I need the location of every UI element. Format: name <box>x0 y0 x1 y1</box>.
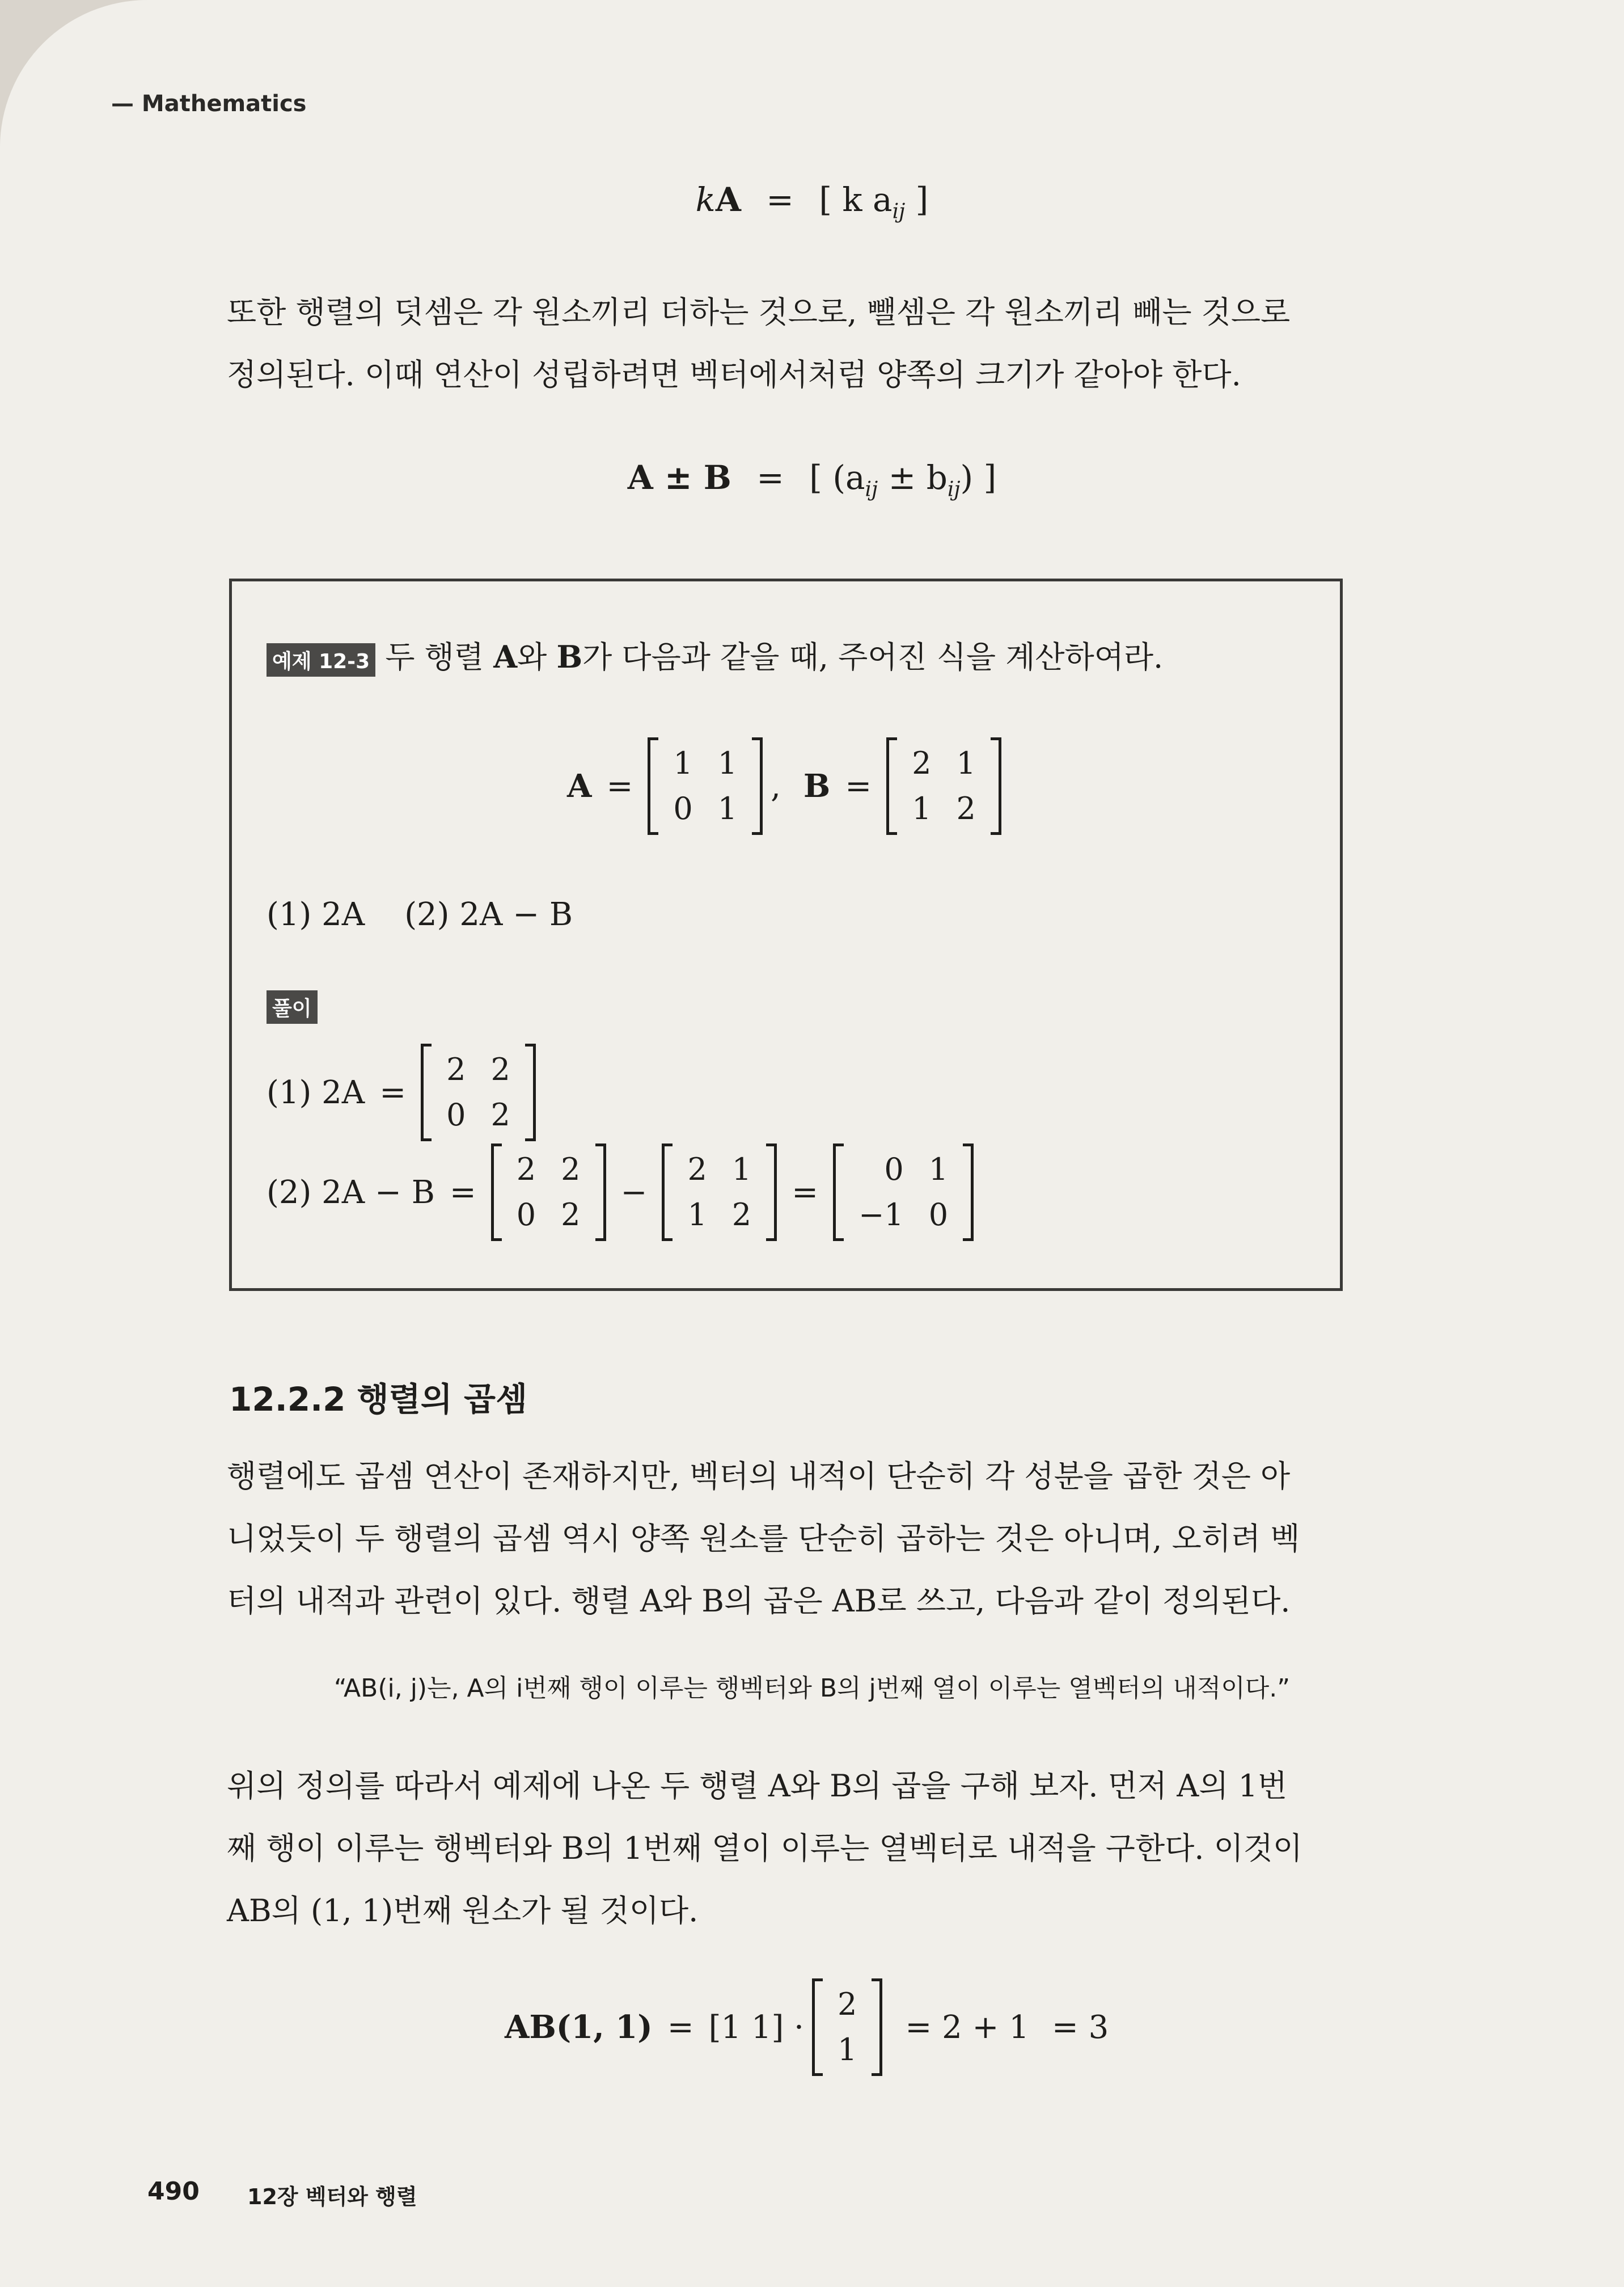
product-equation <box>505 1978 1109 2076</box>
plus-minus: ± b <box>878 458 948 497</box>
section-heading: 12.2.2 행렬의 곱셈 <box>229 1380 528 1419</box>
solution-1 <box>267 1044 536 1141</box>
solution-2-label: (2) 2A − B <box>267 1174 435 1211</box>
solution-label-wrap <box>267 990 318 1024</box>
matrix-cell: 1 <box>731 1151 752 1187</box>
equals-sign: = <box>756 458 784 497</box>
matrix-B-symbol: B <box>556 639 583 675</box>
matrix-cell: 0 <box>928 1197 949 1233</box>
solution-1-label: (1) 2A <box>267 1074 365 1111</box>
equals-sign: = <box>379 1074 407 1111</box>
solution-tag: 풀이 <box>267 990 318 1024</box>
solution-1-matrix <box>421 1044 536 1141</box>
matrix-cell: 0 <box>673 791 693 826</box>
matrix-cell: −1 <box>858 1197 904 1233</box>
equals-sign: = <box>449 1174 476 1211</box>
matrix-cell: 2 <box>561 1197 581 1233</box>
statement-text: 두 행렬 <box>375 639 494 675</box>
paragraph-addition <box>227 281 1361 406</box>
minus-sign: − <box>620 1174 648 1211</box>
matrix-cell: 0 <box>884 1151 904 1187</box>
matrix-B <box>886 737 1001 835</box>
column-vector <box>812 1978 882 2076</box>
matrix-cell: 1 <box>717 745 738 781</box>
equals-sign: = <box>792 1174 819 1211</box>
paragraph-line: AB의 (1, 1)번째 원소가 될 것이다. <box>227 1893 699 1929</box>
paragraph-example-product <box>227 1755 1361 1942</box>
question-2: (2) 2A − B <box>404 896 573 933</box>
matrix-cell: 1 <box>687 1197 707 1233</box>
statement-text: 가 다음과 같을 때, 주어진 식을 계산하여라. <box>582 639 1164 675</box>
solution-2-result-matrix <box>833 1144 974 1241</box>
definition-quote: “AB(i, j)는, A의 i번째 행이 이루는 행벡터와 B의 j번째 열이 이루는 열벡터의 내적이다.” <box>333 1674 1291 1703</box>
matrix-cell: 2 <box>561 1151 581 1187</box>
page-number: 490 <box>147 2177 200 2206</box>
lhs: A ± B <box>627 458 731 497</box>
equals-sign: = <box>667 2008 694 2046</box>
add-sub-equation <box>0 458 1624 501</box>
statement-text: 와 <box>517 639 557 675</box>
question-1: (1) 2A <box>267 896 365 933</box>
matrix-cell: 1 <box>956 745 976 781</box>
comma: , <box>771 767 781 805</box>
matrix-A-label: A <box>567 767 592 805</box>
matrix-cell: 2 <box>912 745 932 781</box>
paragraph-line: 또한 행렬의 덧셈은 각 원소끼리 더하는 것으로, 뺄셈은 각 원소끼리 빼는 것으로 <box>227 294 1291 330</box>
solution-2-matrix-B <box>662 1144 777 1241</box>
matrix-cell: 2 <box>516 1151 536 1187</box>
matrix-cell: 1 <box>673 745 693 781</box>
product-rhs-result: = 3 <box>1051 2008 1109 2046</box>
matrix-B-label: B <box>803 767 831 805</box>
matrix-cell: 2 <box>731 1197 752 1233</box>
equals-sign: = <box>845 767 872 805</box>
subscript: ij <box>892 200 906 223</box>
matrix-cell: 2 <box>956 791 976 826</box>
example-questions <box>267 896 573 933</box>
scalar-k: k <box>695 180 716 219</box>
rhs-element: [ k a <box>819 180 893 219</box>
paragraph-line: 째 행이 이루는 행벡터와 B의 1번째 열이 이루는 열벡터로 내적을 구한다. 이것이 <box>227 1830 1303 1866</box>
matrix-cell: 2 <box>490 1052 510 1087</box>
equals-sign: = <box>766 180 794 219</box>
matrix-A-symbol: A <box>493 639 518 675</box>
matrix-A-symbol: A <box>715 180 741 219</box>
example-matrix-definitions <box>567 737 1001 835</box>
matrix-cell: 0 <box>516 1197 536 1233</box>
rhs-close: ] <box>905 180 929 219</box>
chapter-footer: 12장 벡터와 행렬 <box>247 2184 417 2209</box>
paragraph-line: 행렬에도 곱셈 연산이 존재하지만, 벡터의 내적이 단순히 각 성분을 곱한 것은 아 <box>227 1458 1291 1494</box>
example-statement <box>267 633 1163 677</box>
equals-sign: = <box>606 767 633 805</box>
matrix-cell: 2 <box>687 1151 707 1187</box>
paragraph-line: 니었듯이 두 행렬의 곱셈 역시 양쪽 원소를 단순히 곱하는 것은 아니며, 오히려 벡 <box>227 1521 1300 1556</box>
row-vector: [1 1] · <box>708 2008 804 2046</box>
matrix-cell: 0 <box>446 1097 466 1133</box>
matrix-cell: 1 <box>912 791 932 826</box>
subscript: ij <box>947 478 961 501</box>
vector-cell: 2 <box>837 1986 857 2022</box>
rhs-open: [ (a <box>809 458 865 497</box>
paragraph-line: 정의된다. 이때 연산이 성립하려면 벡터에서처럼 양쪽의 크기가 같아야 한다. <box>227 357 1241 393</box>
matrix-A <box>648 737 763 835</box>
vector-cell: 1 <box>837 2032 857 2067</box>
matrix-cell: 1 <box>717 791 738 826</box>
solution-2-matrix-2A <box>491 1144 606 1241</box>
rhs-close: ) ] <box>960 458 997 497</box>
subscript: ij <box>865 478 878 501</box>
product-rhs-sum: = 2 + 1 <box>905 2008 1029 2046</box>
running-header: — Mathematics <box>111 91 307 117</box>
scalar-multiplication-equation <box>0 180 1624 223</box>
paragraph-line: 터의 내적과 관련이 있다. 행렬 A와 B의 곱은 AB로 쓰고, 다음과 같이 정의된다. <box>227 1583 1291 1619</box>
example-tag: 예제 12-3 <box>267 643 375 677</box>
solution-2 <box>267 1144 974 1241</box>
matrix-cell: 2 <box>446 1052 466 1087</box>
matrix-cell: 1 <box>928 1151 949 1187</box>
paragraph-line: 위의 정의를 따라서 예제에 나온 두 행렬 A와 B의 곱을 구해 보자. 먼저 A의 1번 <box>227 1768 1288 1804</box>
matrix-cell: 2 <box>490 1097 510 1133</box>
product-lhs: AB(1, 1) <box>505 2008 653 2046</box>
paragraph-multiplication <box>227 1445 1361 1632</box>
